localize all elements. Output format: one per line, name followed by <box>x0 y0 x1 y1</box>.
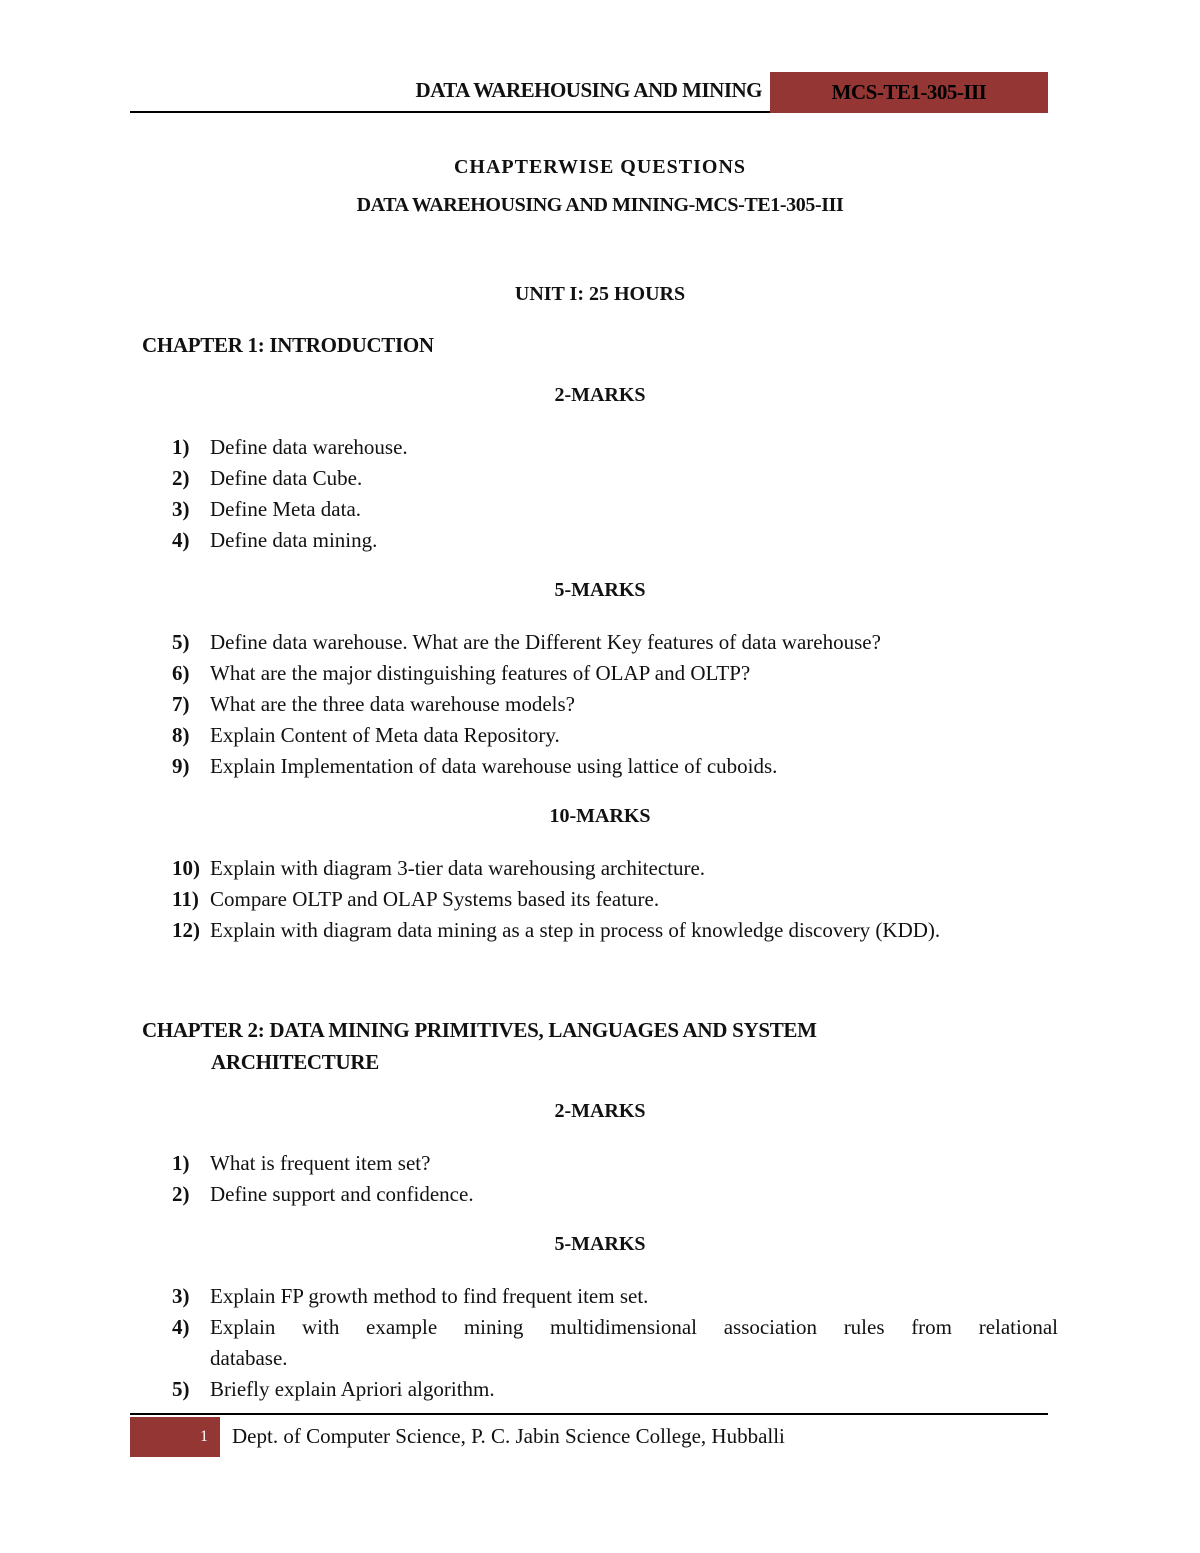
ch1-10-marks-heading: 10-MARKS <box>549 805 651 827</box>
chapter-2-title-line-2: ARCHITECTURE <box>211 1050 379 1074</box>
question-number: 4) <box>172 1315 190 1339</box>
ch1-2-marks-heading: 2-MARKS <box>554 384 646 406</box>
question-text: Explain FP growth method to find frequent item set. <box>210 1284 649 1308</box>
question-item <box>172 466 362 491</box>
question-text: Explain with diagram 3-tier data warehousing architecture. <box>210 856 706 880</box>
question-item <box>172 692 575 717</box>
question-text: Briefly explain Apriori algorithm. <box>210 1377 495 1401</box>
chapter-1-title: CHAPTER 1: INTRODUCTION <box>142 333 434 357</box>
page-number-badge <box>130 1417 220 1457</box>
page-number: 1 <box>200 1428 208 1445</box>
question-text: What is frequent item set? <box>210 1151 431 1175</box>
question-item <box>172 723 560 748</box>
course-code: MCS-TE1-305-III <box>831 80 987 104</box>
question-text: Explain Content of Meta data Repository. <box>210 723 560 747</box>
ch2-5-marks-heading: 5-MARKS <box>554 1233 646 1255</box>
question-text: What are the three data warehouse models? <box>210 692 575 716</box>
question-number: 1) <box>172 1151 190 1175</box>
question-text: Define data warehouse. What are the Different Key features of data warehouse? <box>210 630 881 654</box>
question-number: 7) <box>172 692 190 716</box>
question-item <box>172 887 659 912</box>
doc-title: CHAPTERWISE QUESTIONS <box>453 156 747 178</box>
question-text: Define data Cube. <box>210 466 363 490</box>
question-number: 6) <box>172 661 190 685</box>
question-number: 12) <box>172 918 200 942</box>
header-title: DATA WAREHOUSING AND MINING <box>415 78 762 102</box>
question-text: Explain with diagram data mining as a step in process of knowledge discovery (KDD). <box>210 918 941 942</box>
footer-rule <box>130 1413 1048 1415</box>
question-item-continuation <box>210 1346 288 1371</box>
question-number: 3) <box>172 497 190 521</box>
question-item <box>172 528 377 553</box>
question-text: Define Meta data. <box>210 497 362 521</box>
question-number: 1) <box>172 435 190 459</box>
question-number: 3) <box>172 1284 190 1308</box>
unit-heading: UNIT I: 25 HOURS <box>514 283 686 305</box>
question-text-continuation: database. <box>210 1346 288 1370</box>
ch2-2-marks-heading: 2-MARKS <box>554 1100 646 1122</box>
question-item <box>172 1284 648 1309</box>
question-item <box>172 1151 430 1176</box>
question-text: Explain with example mining multidimensional association rules from relational <box>210 1315 1058 1339</box>
question-text: Define data warehouse. <box>210 435 408 459</box>
question-number: 2) <box>172 1182 190 1206</box>
footer-institution: Dept. of Computer Science, P. C. Jabin Science College, Hubballi <box>232 1424 785 1448</box>
question-text: Explain Implementation of data warehouse using lattice of cuboids. <box>210 754 778 778</box>
chapter-2-title-line-1: CHAPTER 2: DATA MINING PRIMITIVES, LANGUAGES AND SYSTEM <box>142 1018 817 1042</box>
question-number: 4) <box>172 528 190 552</box>
ch1-5-marks-heading: 5-MARKS <box>554 579 646 601</box>
question-number: 9) <box>172 754 190 778</box>
question-number: 5) <box>172 1377 190 1401</box>
question-item <box>172 630 881 655</box>
question-text: Define data mining. <box>210 528 378 552</box>
question-number: 11) <box>172 887 199 911</box>
question-number: 10) <box>172 856 200 880</box>
question-text: What are the major distinguishing features of OLAP and OLTP? <box>210 661 751 685</box>
question-item <box>172 1182 474 1207</box>
doc-subtitle: DATA WAREHOUSING AND MINING-MCS-TE1-305-III <box>356 194 844 216</box>
question-text: Compare OLTP and OLAP Systems based its feature. <box>210 887 660 911</box>
question-number: 5) <box>172 630 190 654</box>
header-rule <box>130 111 770 113</box>
question-item <box>172 754 777 779</box>
question-item <box>172 1315 1058 1340</box>
question-item <box>172 1377 495 1402</box>
question-item <box>172 856 705 881</box>
question-item <box>172 661 750 686</box>
question-number: 2) <box>172 466 190 490</box>
question-number: 8) <box>172 723 190 747</box>
question-item <box>172 497 361 522</box>
course-code-badge <box>770 72 1048 113</box>
question-item <box>172 435 408 460</box>
question-item <box>172 918 940 943</box>
question-text: Define support and confidence. <box>210 1182 474 1206</box>
